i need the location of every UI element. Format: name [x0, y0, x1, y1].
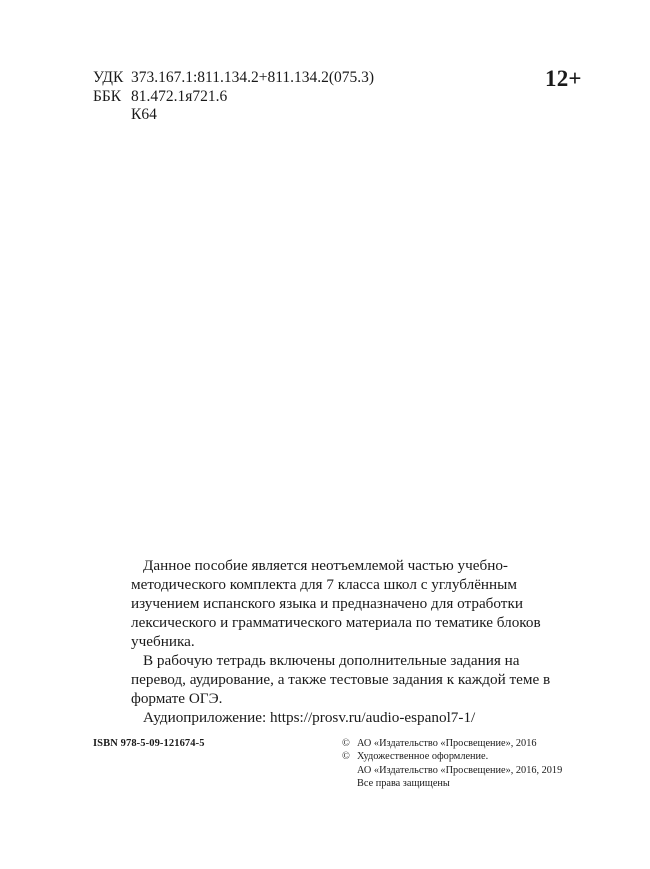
age-rating: 12+ [545, 66, 582, 91]
udk-label: УДК [93, 69, 124, 86]
copyright-line: АО «Издательство «Просвещение», 2016 [357, 738, 537, 749]
copyright-line: АО «Издательство «Просвещение», 2016, 2019 [357, 764, 563, 776]
bbk-label: ББК [93, 87, 122, 105]
annotation-paragraph: В рабочую тетрадь включены дополнительные задания на перевод, аудирование, а также тестовые задания к каждой теме в формате ОГЭ. [131, 652, 551, 707]
isbn: ISBN 978-5-09-121674-5 [93, 738, 205, 749]
bbk-row [93, 88, 374, 107]
udk-row [93, 69, 374, 88]
copyright-row [342, 737, 562, 750]
author-code: К64 [131, 106, 157, 123]
udk-value: 373.167.1:811.134.2+811.134.2(075.3) [131, 69, 375, 86]
annotation [131, 556, 563, 727]
copyright-icon: © [342, 751, 350, 763]
copyright-icon: © [342, 738, 350, 749]
classification-block [93, 69, 374, 125]
copyright-line: Художественное оформление. [357, 751, 489, 763]
copyright-row [342, 750, 562, 763]
annotation-paragraph: Данное пособие является неотъемлемой частью учебно-методического комплекта для 7 класса школ с углублённым изучением испанского языка и предназначено для отработки лексического и грамматического материала по тематике блоков учебника. [131, 557, 541, 650]
copyright-block [342, 737, 562, 790]
audio-link-paragraph: Аудиоприложение: https://prosv.ru/audio-espanol7-1/ [143, 709, 476, 726]
bbk-value: 81.472.1я721.6 [131, 87, 228, 105]
copyright-line: Все права защищены [357, 777, 450, 789]
